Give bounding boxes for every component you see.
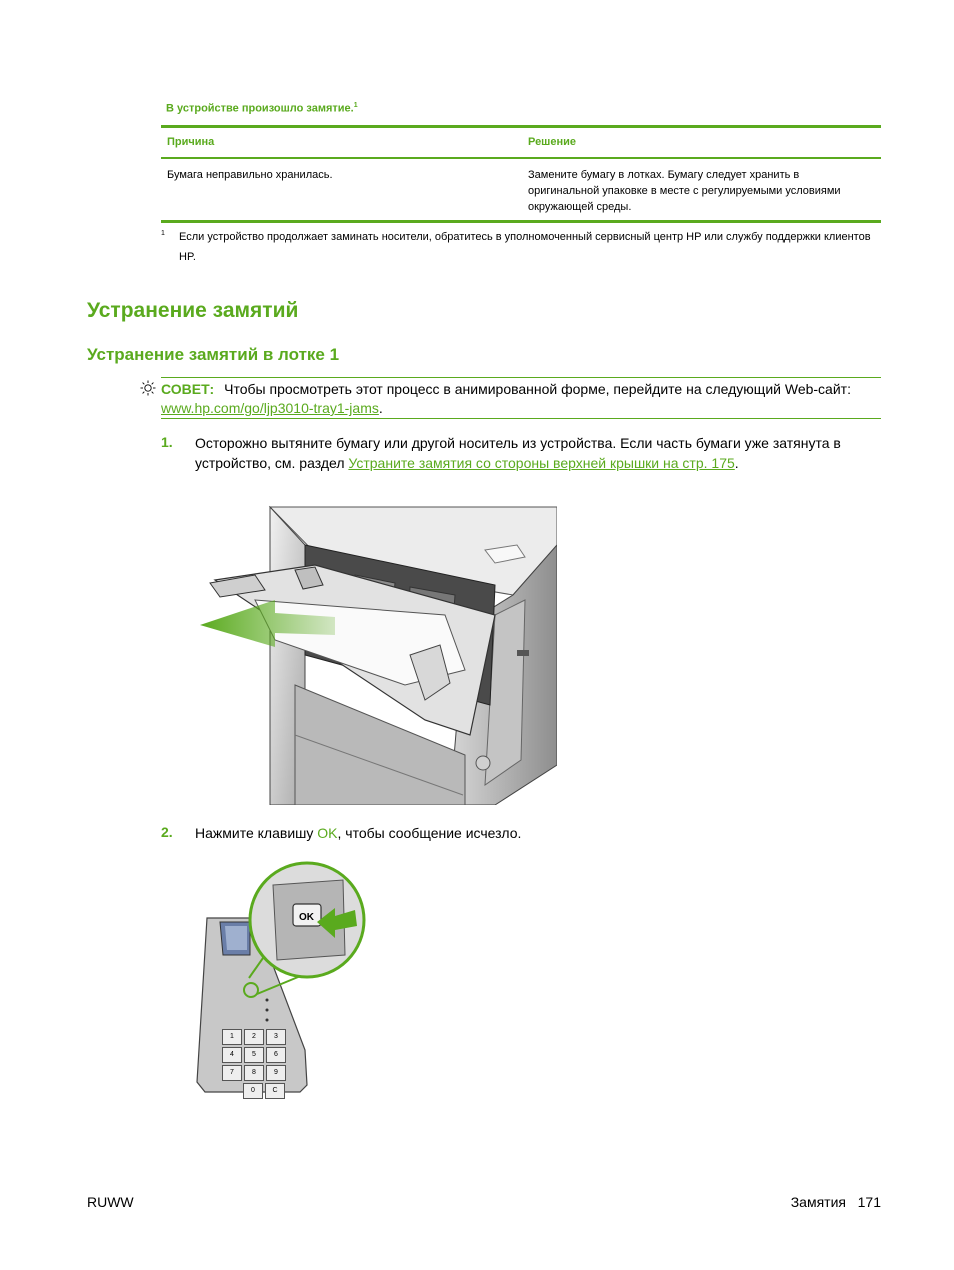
keypad-key: 8 (244, 1065, 264, 1081)
step-2-number: 2. (161, 824, 173, 840)
tip-end: . (378, 400, 383, 416)
keypad-key: C (265, 1083, 285, 1099)
step-1-body: Осторожно вытяните бумагу или другой носитель из устройства. Если часть бумаги уже затянута в устройство, см. раздел (195, 435, 841, 471)
table-title: В устройстве произошло замятие.$^1$ (166, 102, 358, 115)
page-number: 171 (857, 1194, 881, 1210)
tip-link[interactable]: www.hp.com/go/ljp3010-tray1-jams (161, 400, 379, 416)
tip-text (161, 380, 881, 418)
printer-tray-illustration (195, 505, 557, 805)
keypad-key: 2 (244, 1029, 264, 1045)
footnote-text: Если устройство продолжает заминать носители, обратитесь в уполномоченный сервисный центр HP или службу поддержки клиентов HP. (179, 231, 871, 263)
step-2-body: Нажмите клавишу (195, 825, 318, 841)
table-footnote (161, 227, 881, 267)
footer-chapter: Замятия (790, 1194, 846, 1210)
subsection-title: Устранение замятий в лотке 1 (87, 345, 340, 364)
ok-key-name: OK (317, 825, 338, 841)
table-header-rule (161, 157, 881, 159)
tip-label: СОВЕТ: (161, 381, 215, 397)
step-1-text (195, 433, 865, 473)
keypad-key: 7 (222, 1065, 242, 1081)
table-header-solution: Решение (528, 136, 576, 148)
footer-left: RUWW (87, 1194, 134, 1210)
footer-right (791, 1194, 881, 1210)
step-2-text (195, 823, 865, 843)
keypad-key: 0 (243, 1083, 263, 1099)
keypad-key: 5 (244, 1047, 264, 1063)
control-panel-illustration (195, 860, 375, 1110)
table-header-cause: Причина (167, 136, 215, 148)
step-2-end: , чтобы сообщение исчезло. (337, 825, 522, 841)
footnote-mark: 1 (161, 230, 165, 237)
step-1-link[interactable]: Устраните замятия со стороны верхней крышки на стр. 175 (348, 455, 735, 471)
lightbulb-icon (140, 380, 156, 396)
table-top-rule (161, 125, 881, 128)
table-cell-cause: Бумага неправильно хранилась. (167, 169, 333, 181)
step-1-number: 1. (161, 434, 173, 450)
keypad-key: 6 (266, 1047, 286, 1063)
keypad-key: 4 (222, 1047, 242, 1063)
table-bottom-rule (161, 220, 881, 223)
table-cell-solution: Замените бумагу в лотках. Бумагу следует хранить в оригинальной упаковке в месте с регулируемыми условиями окружающей среды. (528, 169, 841, 213)
keypad-key: 3 (266, 1029, 286, 1045)
keypad-key: 9 (266, 1065, 286, 1081)
tip-body: Чтобы просмотреть этот процесс в анимированной форме, перейдите на следующий Web-сайт: (224, 381, 851, 397)
magnified-ok-key: OK (299, 912, 314, 923)
keypad-key: 1 (222, 1029, 242, 1045)
section-title: Устранение замятий (87, 299, 299, 322)
step-1-end: . (734, 455, 739, 471)
